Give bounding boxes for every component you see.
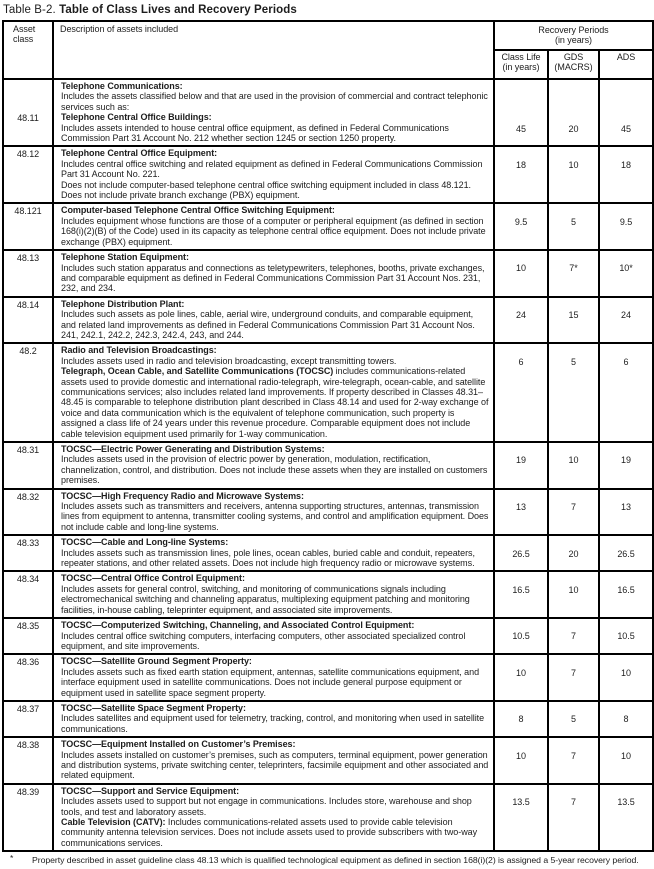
asset-class-cell: 48.11	[3, 79, 53, 146]
description-paragraph	[61, 786, 489, 796]
description-heading: TOCSC—Satellite Space Segment Property:	[61, 702, 246, 713]
description-cell	[53, 535, 494, 571]
asset-class-cell: 48.14	[3, 297, 53, 344]
header-class-life	[494, 50, 548, 79]
table-row	[3, 442, 653, 489]
gds-macrs-cell: 20	[548, 535, 599, 571]
gds-macrs-cell: 7	[548, 737, 599, 784]
description-text: Includes assets used to support but not engage in communications. Includes store, warehouse and shop tools, and test and laboratory assets.	[61, 796, 472, 817]
gds-macrs-cell: 10	[548, 442, 599, 489]
ads-cell: 45	[599, 79, 653, 146]
table-title	[2, 2, 652, 20]
description-paragraph	[61, 713, 489, 734]
header-recovery-line2: (in years)	[555, 35, 593, 46]
description-paragraph	[61, 91, 489, 112]
description-paragraph	[61, 148, 489, 158]
table-row	[3, 784, 653, 851]
description-heading: Telephone Central Office Equipment:	[61, 148, 218, 159]
gds-macrs-cell: 10	[548, 571, 599, 618]
description-text: Includes central office switching computers, interfacing computers, other associated specialized control equipment, and site improvements.	[61, 630, 466, 651]
description-paragraph	[61, 548, 489, 569]
class-life-cell: 10.5	[494, 618, 548, 654]
description-paragraph	[61, 620, 489, 630]
description-paragraph	[61, 739, 489, 749]
description-paragraph	[61, 205, 489, 215]
description-heading: TOCSC—Equipment Installed on Customer’s Premises:	[61, 739, 296, 750]
ads-cell: 13.5	[599, 784, 653, 851]
description-paragraph	[61, 584, 489, 615]
description-paragraph	[61, 356, 489, 366]
description-text: Includes assets such as transmission lines, pole lines, ocean cables, buried cable and conduit, repeaters, repeater stations, and other related assets. Does not include high frequency radio or microwave systems.	[61, 547, 475, 569]
description-paragraph	[61, 112, 489, 122]
description-text: Includes central office switching and related equipment as defined in Federal Communications Commission Part 31 Account No. 221.	[61, 158, 483, 180]
ads-cell: 10.5	[599, 618, 653, 654]
description-cell	[53, 250, 494, 297]
description-heading: Telephone Central Office Buildings:	[61, 112, 212, 123]
table-body	[3, 79, 653, 851]
description-text: Includes such station apparatus and connections as teletypewriters, telephones, booths, private exchanges, and comparable equipment as defined in Federal Communications Commission Part 31 Account Nos. 231, 232, and 234.	[61, 262, 485, 294]
gds-macrs-cell: 7	[548, 489, 599, 536]
ads-cell: 10	[599, 737, 653, 784]
description-paragraph	[61, 454, 489, 485]
table-row	[3, 737, 653, 784]
description-paragraph	[61, 631, 489, 652]
description-paragraph	[61, 81, 489, 91]
description-cell	[53, 343, 494, 442]
class-life-cell: 24	[494, 297, 548, 344]
footnote	[2, 855, 652, 866]
description-paragraph	[61, 573, 489, 583]
ads-cell: 13	[599, 489, 653, 536]
description-paragraph	[61, 216, 489, 247]
asset-class-cell: 48.12	[3, 146, 53, 203]
description-cell	[53, 297, 494, 344]
description-text: Includes satellites and equipment used for telemetry, tracking, control, and monitoring when used in satellite communications.	[61, 713, 485, 734]
table-title-main: Table of Class Lives and Recovery Periods	[59, 4, 297, 16]
description-cell	[53, 737, 494, 784]
description-paragraph	[61, 667, 489, 698]
gds-macrs-cell: 20	[548, 79, 599, 146]
description-heading: TOCSC—High Frequency Radio and Microwave Systems:	[61, 490, 304, 501]
header-class-life-line1: Class Life	[501, 52, 541, 62]
class-life-cell: 10	[494, 654, 548, 701]
description-text: includes communications-related assets used to provide domestic and international radio-telegraph, wire-telegraph, ocean-cable, and satellite communications services; also includes related land improvements. If property described in Classes 48.31–48.45 is comparable to telephone distribution plant described in Class 48.14 and used for 2-way exchange of voice and data communication which is the equivalent of telephone communication, such property is assigned a class life of 24 years under this revenue procedure. Comparable equipment does not include cable television equipment used primarily for 1-way communication.	[61, 366, 489, 439]
description-paragraph	[61, 263, 489, 294]
description-paragraph	[61, 537, 489, 547]
ads-cell: 8	[599, 701, 653, 737]
description-text: Includes assets intended to house central office equipment, as defined in Federal Communications Commission Part 31 Account No. 212 whether section 1245 or section 1250 property.	[61, 122, 449, 144]
header-asset-class: Asset class	[3, 21, 53, 79]
ads-cell: 19	[599, 442, 653, 489]
description-paragraph	[61, 817, 489, 848]
asset-class-cell: 48.121	[3, 203, 53, 250]
class-life-cell: 13.5	[494, 784, 548, 851]
table-title-prefix: Table B-2.	[3, 4, 56, 16]
class-life-cell: 13	[494, 489, 548, 536]
description-paragraph	[61, 656, 489, 666]
class-life-cell: 10	[494, 250, 548, 297]
description-paragraph	[61, 159, 489, 180]
footnote-marker: *	[10, 853, 14, 864]
gds-macrs-cell: 7	[548, 784, 599, 851]
description-heading: Cable Television (CATV):	[61, 817, 166, 827]
class-life-cell: 16.5	[494, 571, 548, 618]
description-heading: Telephone Station Equipment:	[61, 252, 189, 263]
ads-cell: 10	[599, 654, 653, 701]
description-cell	[53, 654, 494, 701]
class-life-cell: 8	[494, 701, 548, 737]
description-heading: Telephone Communications:	[61, 81, 183, 91]
table-header	[3, 21, 653, 79]
description-cell	[53, 146, 494, 203]
description-text: Includes equipment whose functions are those of a computer or peripheral equipment (as defined in section 168(i)(2)(B) of the Code) used in its capacity as telephone central office equipment. Does not include private exchange (PBX) equipment.	[61, 215, 486, 247]
class-life-cell: 18	[494, 146, 548, 203]
asset-class-cell: 48.13	[3, 250, 53, 297]
ads-cell: 24	[599, 297, 653, 344]
description-heading: TOCSC—Computerized Switching, Channeling, and Associated Control Equipment:	[61, 620, 415, 631]
description-text: Includes assets installed on customer’s premises, such as computers, terminal equipment, power generation and distribution systems, private switching center, teleprinters, facsimile equipment and other associated and related equipment.	[61, 749, 489, 781]
table-row	[3, 297, 653, 344]
description-cell	[53, 618, 494, 654]
table-row	[3, 146, 653, 203]
description-heading: Computer-based Telephone Central Office Switching Equipment:	[61, 205, 335, 216]
description-text: Does not include computer-based telephone central office switching equipment included in class 48.121. Does not include private branch exchange (PBX) equipment.	[61, 179, 471, 201]
description-paragraph	[61, 796, 489, 817]
description-paragraph	[61, 366, 489, 439]
ads-cell: 10*	[599, 250, 653, 297]
description-heading: TOCSC—Electric Power Generating and Distribution Systems:	[61, 444, 325, 454]
gds-macrs-cell: 5	[548, 343, 599, 442]
description-heading: Telephone Distribution Plant:	[61, 298, 185, 309]
description-heading: TOCSC—Support and Service Equipment:	[61, 785, 240, 796]
gds-macrs-cell: 10	[548, 146, 599, 203]
ads-cell: 18	[599, 146, 653, 203]
description-heading: TOCSC—Satellite Ground Segment Property:	[61, 656, 252, 667]
class-lives-table	[2, 20, 654, 852]
ads-cell: 26.5	[599, 535, 653, 571]
asset-class-cell: 48.35	[3, 618, 53, 654]
description-cell	[53, 489, 494, 536]
table-row	[3, 535, 653, 571]
description-heading: TOCSC—Cable and Long-line Systems:	[61, 537, 229, 548]
table-row	[3, 250, 653, 297]
description-cell	[53, 79, 494, 146]
description-paragraph	[61, 299, 489, 309]
class-life-cell: 45	[494, 79, 548, 146]
table-row	[3, 618, 653, 654]
asset-class-cell: 48.2	[3, 343, 53, 442]
description-text: Includes assets such as fixed earth station equipment, antennas, satellite communications equipment, and interface equipment used in satellite communications. Does not include general purpose equipment or equipment used in satellite space segment property.	[61, 666, 480, 698]
asset-class-cell: 48.36	[3, 654, 53, 701]
description-cell	[53, 442, 494, 489]
class-life-cell: 26.5	[494, 535, 548, 571]
gds-macrs-cell: 15	[548, 297, 599, 344]
class-life-cell: 9.5	[494, 203, 548, 250]
header-gds-line1: GDS	[563, 52, 584, 62]
header-row-top	[3, 21, 653, 50]
table-row	[3, 654, 653, 701]
gds-macrs-cell: 7	[548, 654, 599, 701]
header-class-life-line2: (in years)	[502, 62, 540, 73]
table-row	[3, 79, 653, 146]
footnote-text: Property described in asset guideline class 48.13 which is qualified technological equipment as defined in section 168(i)(2) is assigned a 5-year recovery period.	[32, 855, 639, 866]
description-heading: Radio and Television Broadcastings:	[61, 345, 217, 356]
table-row	[3, 571, 653, 618]
class-life-cell: 6	[494, 343, 548, 442]
class-life-cell: 19	[494, 442, 548, 489]
gds-macrs-cell: 5	[548, 203, 599, 250]
description-text: Includes assets such as transmitters and receivers, antenna supporting structures, antennas, transmission lines from equipment to antenna, transmitter cooling systems, and control and amplification equipment. Does not include cable and long-line systems.	[61, 501, 489, 532]
header-recovery-periods	[494, 21, 653, 50]
table-row	[3, 343, 653, 442]
description-text: Includes such assets as pole lines, cable, aerial wire, underground conduits, and comparable equipment, and related land improvements as defined in Federal Communications Commission Part 31 Account Nos. 241, 242.1, 242.2, 242.3, 242.4, 243, and 244.	[61, 309, 475, 340]
description-paragraph	[61, 345, 489, 355]
asset-class-cell: 48.33	[3, 535, 53, 571]
asset-class-cell: 48.37	[3, 701, 53, 737]
asset-class-cell: 48.34	[3, 571, 53, 618]
description-paragraph	[61, 703, 489, 713]
asset-class-cell: 48.39	[3, 784, 53, 851]
ads-cell: 16.5	[599, 571, 653, 618]
description-paragraph	[61, 123, 489, 144]
table-row	[3, 203, 653, 250]
description-text: Includes the assets classified below and that are used in the provision of commercial and contract telephonic services such as:	[61, 91, 488, 112]
description-paragraph	[61, 309, 489, 340]
header-gds-line2: (MACRS)	[554, 62, 593, 73]
description-paragraph	[61, 491, 489, 501]
asset-class-cell: 48.31	[3, 442, 53, 489]
description-paragraph	[61, 252, 489, 262]
table-row	[3, 489, 653, 536]
description-cell	[53, 784, 494, 851]
class-life-cell: 10	[494, 737, 548, 784]
description-paragraph	[61, 750, 489, 781]
ads-cell: 6	[599, 343, 653, 442]
table-row	[3, 701, 653, 737]
gds-macrs-cell: 5	[548, 701, 599, 737]
description-cell	[53, 571, 494, 618]
asset-class-cell: 48.32	[3, 489, 53, 536]
header-recovery-line1: Recovery Periods	[538, 25, 609, 35]
description-cell	[53, 203, 494, 250]
header-ads: ADS	[599, 50, 653, 79]
description-text: Includes assets for general control, switching, and monitoring of communications signals including electromechanical switching and channeling apparatus, multiplexing equipment patching and monitoring facilities, in-house cabling, teleprinter equipment, and associated site improvements.	[61, 583, 470, 615]
header-description: Description of assets included	[53, 21, 494, 79]
description-paragraph	[61, 501, 489, 532]
description-text: Includes assets used in the provision of electric power by generation, modulation, rectification, channelization, control, and distribution. Does not include these assets when they are installed on customers premises.	[61, 454, 488, 486]
description-text: Includes assets used in radio and television broadcasting, except transmitting towers.	[61, 355, 397, 366]
gds-macrs-cell: 7*	[548, 250, 599, 297]
description-cell	[53, 701, 494, 737]
description-text: Includes communications-related assets used to provide cable television community antenna television services. Does not include assets used to provide subscribers with two-way communications services.	[61, 817, 478, 848]
description-paragraph	[61, 444, 489, 454]
description-paragraph	[61, 180, 489, 201]
description-heading: TOCSC—Central Office Control Equipment:	[61, 573, 245, 584]
header-gds	[548, 50, 599, 79]
asset-class-cell: 48.38	[3, 737, 53, 784]
description-heading: Telegraph, Ocean Cable, and Satellite Communications (TOCSC)	[61, 366, 334, 377]
gds-macrs-cell: 7	[548, 618, 599, 654]
ads-cell: 9.5	[599, 203, 653, 250]
